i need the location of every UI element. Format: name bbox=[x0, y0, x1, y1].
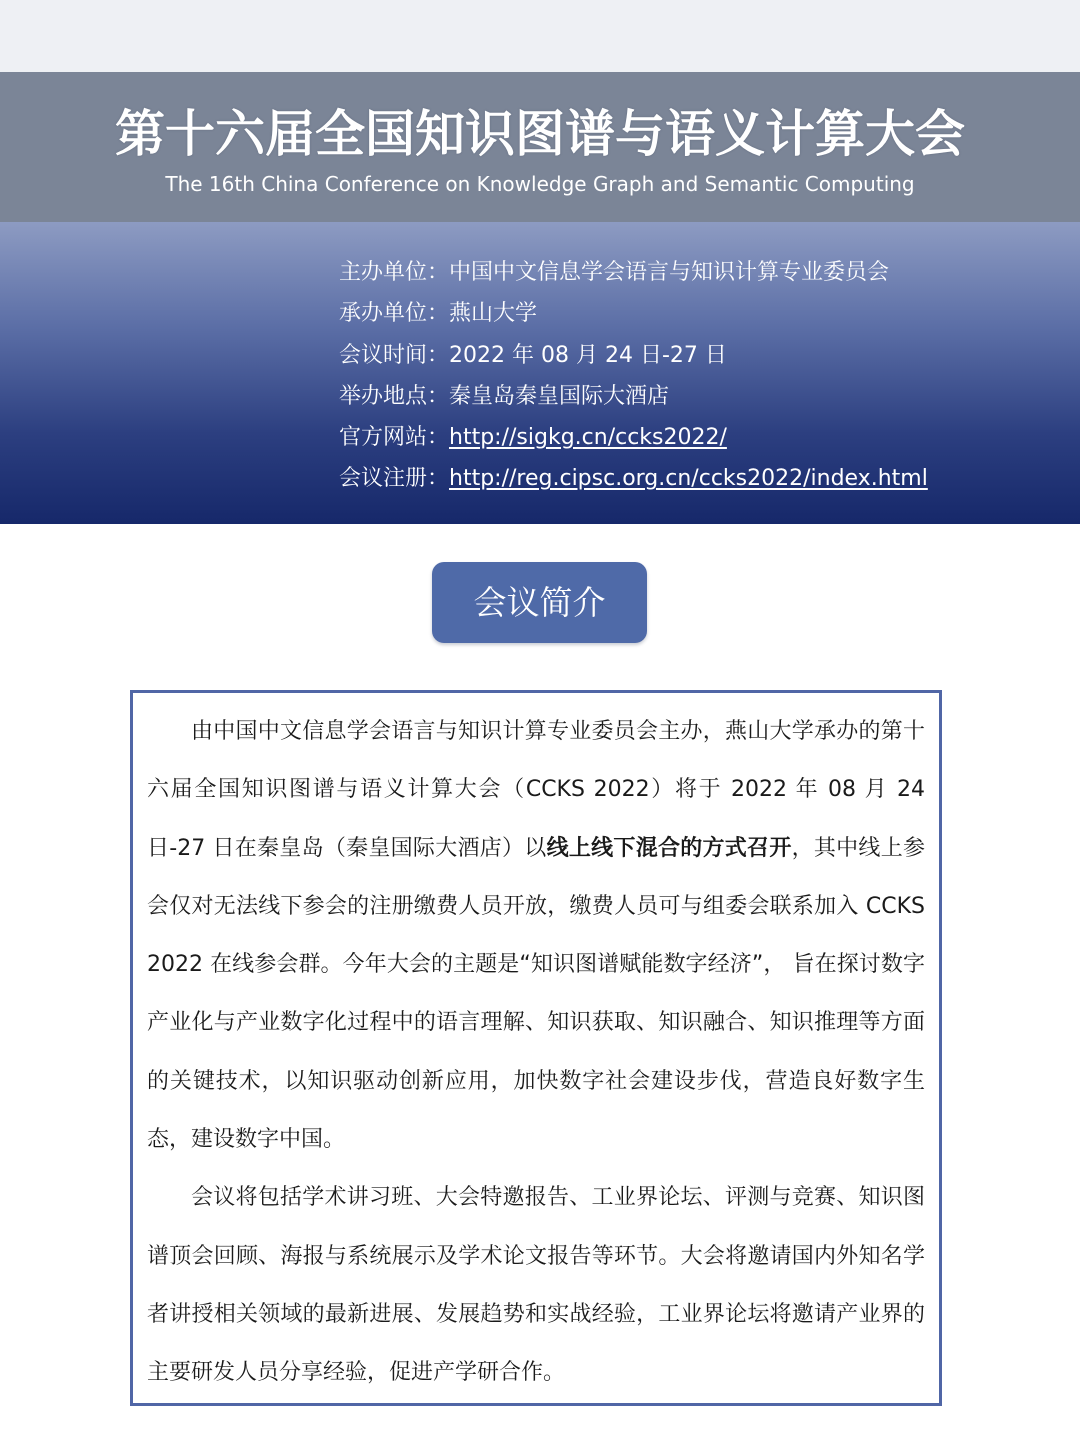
info-time bbox=[339, 335, 928, 376]
info-time-value: 2022 年 08 月 24 日-27 日 bbox=[449, 342, 727, 368]
info-host bbox=[339, 293, 928, 334]
info-registration bbox=[339, 458, 928, 499]
conference-info-list bbox=[339, 252, 928, 500]
info-time-label: 会议时间： bbox=[339, 342, 450, 368]
info-organizer bbox=[339, 252, 928, 293]
intro-paragraph-2: 会议将包括学术讲习班、大会特邀报告、工业界论坛、评测与竞赛、知识图谱顶会回顾、海报与系统展示及学术论文报告等环节。大会将邀请国内外知名学者讲授相关领域的最新进展、发展趋势和实战经验，工业界论坛将邀请产业界的主要研发人员分享经验，促进产学研合作。 bbox=[147, 1185, 925, 1386]
intro-paragraph-1 bbox=[147, 703, 925, 1169]
info-organizer-value: 中国中文信息学会语言与知识计算专业委员会 bbox=[449, 260, 890, 285]
info-venue-value: 秦皇岛秦皇国际大酒店 bbox=[449, 383, 670, 409]
section-heading-intro: 会议简介 bbox=[432, 562, 647, 643]
conference-subtitle: The 16th China Conference on Knowledge Graph and Semantic Computing bbox=[165, 172, 915, 196]
intro-p1-text-b: ，其中线上参会仅对无法线下参会的注册缴费人员开放，缴费人员可与组委会联系加入 CCKS 2022 在线参会群。今年大会的主题是“知识图谱赋能数字经济”， 旨在探讨数字产业化与产业数字化过程中的语言理解、知识获取、知识融合、知识推理等方面的关键技术，以知识驱动创新应用，加快数字社会建设步伐，营造良好数字生态，建设数字中国。 bbox=[147, 835, 925, 1153]
intro-p1-bold: 线上线下混合的方式召开 bbox=[546, 835, 792, 861]
intro-p1-text-a: 由中国中文信息学会语言与知识计算专业委员会主办，燕山大学承办的第十六届全国知识图谱与语义计算大会（CCKS 2022）将于 2022 年 08 月 24 日-27 日在秦皇岛（秦皇国际大酒店）以 bbox=[147, 719, 925, 861]
conference-title: 第十六届全国知识图谱与语义计算大会 bbox=[115, 105, 965, 163]
info-organizer-label: 主办单位： bbox=[339, 260, 450, 285]
top-strip bbox=[0, 0, 1080, 72]
info-website bbox=[339, 417, 928, 458]
info-host-label: 承办单位： bbox=[339, 301, 450, 327]
info-venue bbox=[339, 376, 928, 417]
info-venue-label: 举办地点： bbox=[339, 383, 450, 409]
info-registration-label: 会议注册： bbox=[339, 466, 450, 492]
info-host-value: 燕山大学 bbox=[449, 301, 538, 327]
website-link[interactable]: http://sigkg.cn/ccks2022/ bbox=[449, 425, 727, 451]
registration-link[interactable]: http://reg.cipsc.org.cn/ccks2022/index.html bbox=[449, 466, 928, 492]
info-website-label: 官方网站： bbox=[339, 425, 450, 451]
intro-box bbox=[130, 690, 942, 1406]
